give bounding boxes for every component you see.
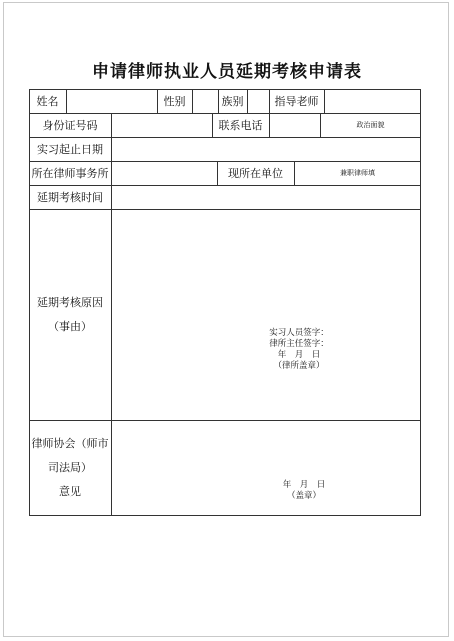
extension-time-field[interactable] [111,185,421,209]
law-firm-seal-label: （律所盖章） [273,361,325,371]
association-opinion-label-line3: 意见 [59,484,81,498]
director-signature-label: 律所主任签字： [269,339,329,349]
reason-signature-block [259,328,339,372]
ethnicity-field[interactable] [247,89,269,113]
gender-label: 性别 [163,95,186,108]
opinion-date-label: 年 月 日 [282,480,326,490]
grid-line [29,515,421,516]
association-opinion-label-line2: 司法局） [48,460,92,474]
application-form-table [29,89,421,516]
form-title: 申请律师执业人员延期考核申请表 [92,62,362,82]
law-firm-label: 所在律师事务所 [31,167,109,180]
name-field[interactable] [66,89,157,113]
part-time-lawyer-note: 兼职律师填 [340,169,375,177]
law-firm-field[interactable] [111,161,217,185]
extension-reason-field[interactable] [111,209,421,420]
name-label: 姓名 [36,95,59,108]
association-opinion-field[interactable] [111,420,421,515]
internship-period-label: 实习起止日期 [37,143,103,156]
phone-field[interactable] [269,113,320,137]
reason-date-label: 年 月 日 [277,350,321,360]
internship-period-field[interactable] [111,137,421,161]
extension-reason-label-line2: （事由） [48,319,92,333]
extension-time-label: 延期考核时间 [37,191,103,204]
association-opinion-label [29,420,111,515]
mentor-label: 指导老师 [274,95,319,108]
current-unit-label: 现所在单位 [228,167,283,180]
intern-signature-label: 实习人员签字： [269,328,329,338]
mentor-field[interactable] [324,89,421,113]
extension-reason-label [29,209,111,420]
extension-reason-label-line1: 延期考核原因 [37,295,103,309]
association-opinion-label-line1: 律师协会（师市 [31,436,109,450]
political-status-label: 政治面貌 [356,121,385,129]
id-number-field[interactable] [111,113,212,137]
gender-field[interactable] [192,89,218,113]
id-number-label: 身份证号码 [42,119,98,132]
phone-label: 联系电话 [218,119,263,132]
ethnicity-label: 族别 [221,95,244,108]
opinion-signature-block [274,480,334,502]
opinion-seal-label: （盖章） [286,491,321,501]
